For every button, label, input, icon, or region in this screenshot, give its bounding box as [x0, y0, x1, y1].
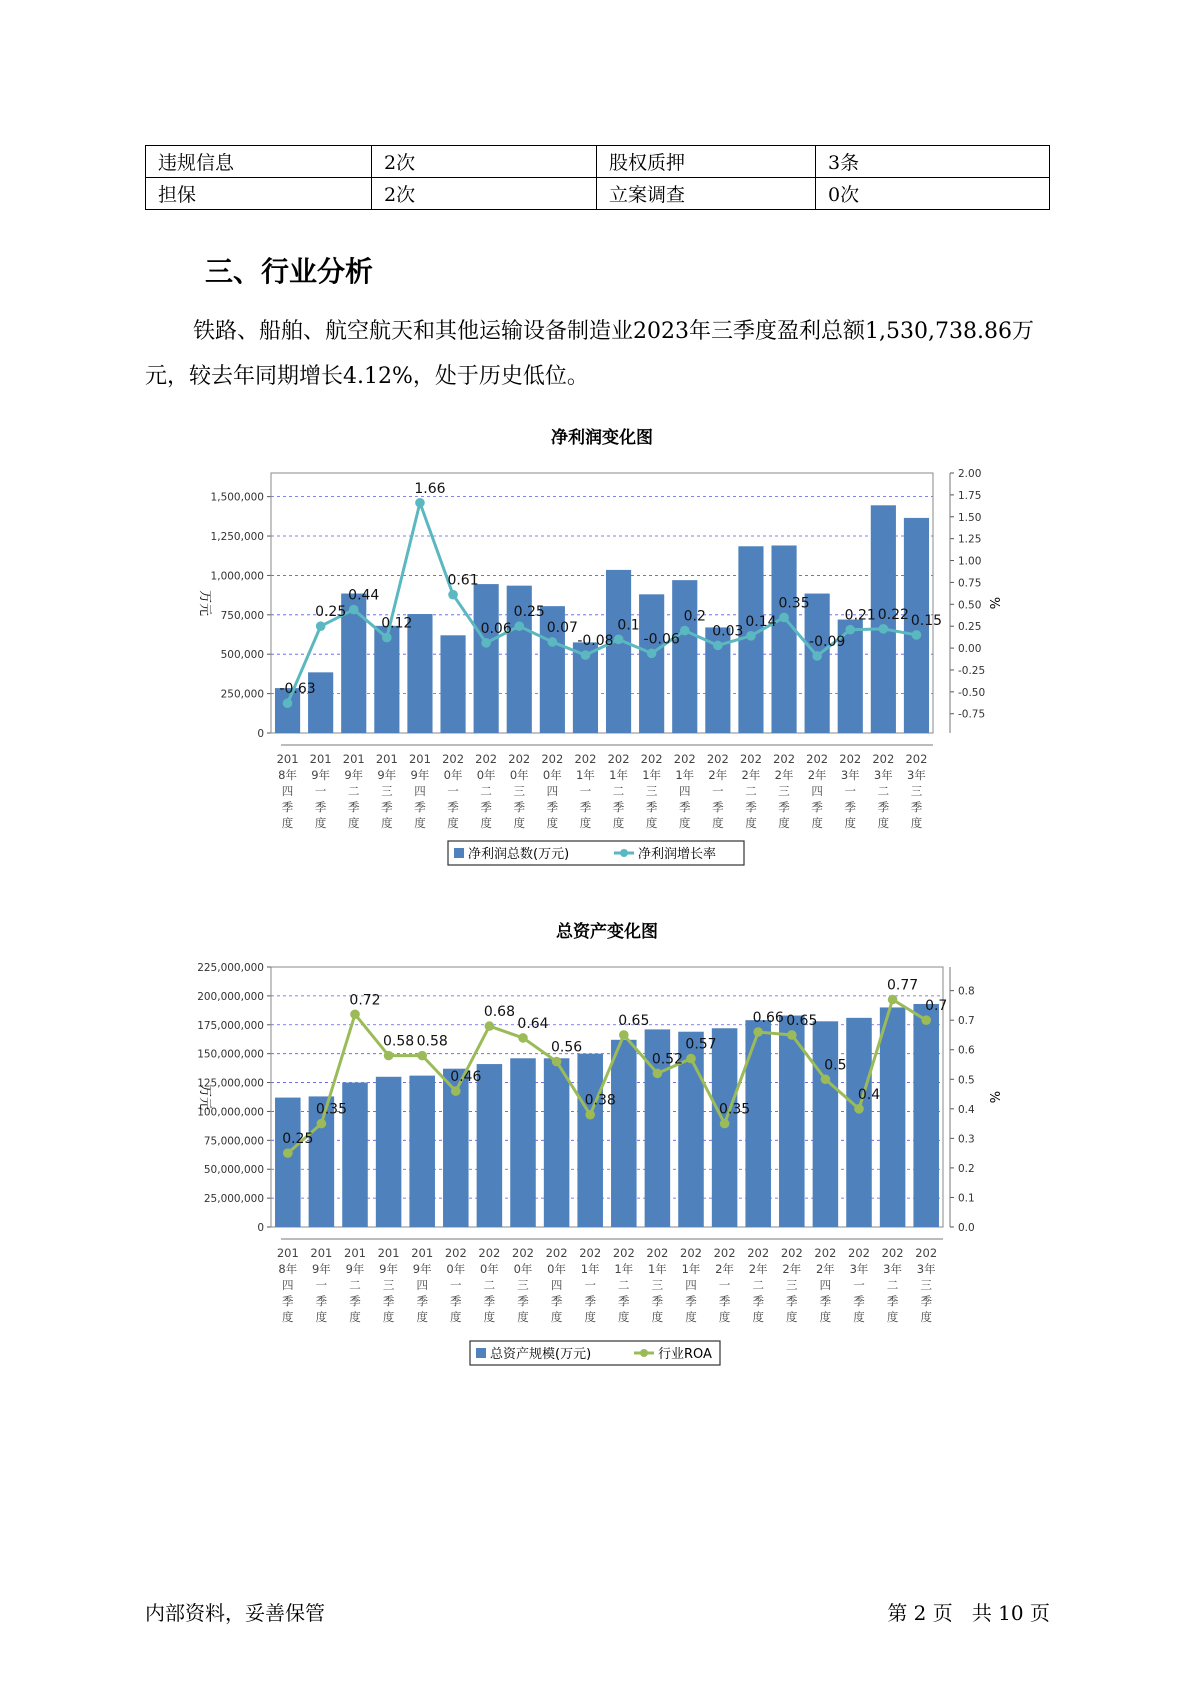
- line-point: [653, 1069, 663, 1079]
- data-label: -0.08: [577, 633, 614, 650]
- x-tick-label: 202 2年一季度: [713, 1246, 736, 1324]
- chart-bar: [672, 580, 697, 733]
- industry-paragraph: 铁路、船舶、航空航天和其他运输设备制造业2023年三季度盈利总额1,530,738.86万元，较去年同期增长4.12%，处于历史低位。: [145, 319, 1034, 389]
- x-tick-label: 202 2年三季度: [773, 752, 796, 830]
- x-tick-label: 201 9年三季度: [377, 1246, 400, 1324]
- x-tick-label: 202 1年二季度: [607, 752, 630, 830]
- x-tick-label: 202 3年二季度: [872, 752, 895, 830]
- y2-tick-label: -0.50: [958, 686, 986, 699]
- y2-tick-label: 0.4: [958, 1103, 975, 1116]
- y-tick-label: 750,000: [220, 609, 264, 622]
- data-label: 0.35: [778, 595, 810, 612]
- line-point: [384, 1051, 394, 1061]
- risk-info-table: [145, 145, 1050, 210]
- x-tick-label: 202 0年一季度: [444, 1246, 467, 1324]
- y2-tick-label: 1.75: [958, 489, 982, 502]
- y2-tick-label: 0.1: [958, 1192, 975, 1205]
- line-point: [779, 613, 789, 623]
- data-label: 0.06: [480, 620, 512, 637]
- table-row: [146, 178, 1050, 210]
- line-point: [283, 1148, 293, 1158]
- table-cell: 立案调查: [597, 178, 816, 210]
- x-tick-label: 202 2年二季度: [747, 1246, 770, 1324]
- chart-bar: [544, 1058, 570, 1227]
- x-tick-label: 202 1年四季度: [680, 1246, 702, 1324]
- y2-tick-label: 0.8: [958, 985, 975, 998]
- table-cell: 3条: [816, 146, 1050, 178]
- x-tick-label: 202 2年四季度: [814, 1246, 837, 1324]
- y2-tick-label: 0.75: [958, 577, 982, 590]
- legend-swatch-point: [640, 1349, 648, 1357]
- x-tick-label: 202 1年三季度: [640, 752, 663, 830]
- legend-swatch-bar: [476, 1348, 486, 1358]
- data-label: 0.07: [546, 619, 578, 636]
- data-label: 0.61: [447, 572, 479, 589]
- line-point: [921, 1015, 931, 1025]
- x-tick-label: 201 9年二季度: [344, 1246, 366, 1324]
- line-point: [485, 1021, 495, 1031]
- line-point: [879, 624, 889, 634]
- data-label: 0.46: [450, 1069, 482, 1086]
- line-point: [812, 651, 822, 661]
- data-label: -0.09: [809, 633, 846, 650]
- x-tick-label: 202 3年三季度: [915, 1246, 938, 1324]
- y-tick-label: 225,000,000: [197, 962, 264, 974]
- y2-tick-label: 1.00: [958, 555, 982, 568]
- data-label: 0.58: [416, 1033, 448, 1050]
- legend-swatch-bar: [454, 848, 464, 858]
- line-point: [585, 1110, 595, 1120]
- y-tick-label: 125,000,000: [197, 1077, 264, 1090]
- chart-bar: [813, 1021, 839, 1227]
- chart-bar: [639, 594, 664, 733]
- chart-bar: [913, 1004, 939, 1227]
- legend-label: 净利润总数(万元): [468, 847, 570, 862]
- chart-bar: [611, 1040, 637, 1227]
- y-tick-label: 250,000: [220, 688, 264, 701]
- legend-label: 总资产规模(万元): [490, 1347, 592, 1362]
- x-tick-label: 202 1年三季度: [646, 1246, 669, 1324]
- chart-bar: [846, 1018, 872, 1227]
- line-point: [686, 1054, 696, 1064]
- table-cell: 违规信息: [146, 146, 372, 178]
- y2-tick-label: 0.6: [958, 1044, 975, 1057]
- x-tick-label: 202 1年一季度: [579, 1246, 602, 1324]
- y-tick-label: 200,000,000: [197, 990, 264, 1003]
- line-point: [713, 641, 723, 651]
- line-point: [552, 1057, 562, 1067]
- line-point: [514, 621, 524, 631]
- y2-tick-label: 2.00: [958, 468, 982, 480]
- line-point: [481, 638, 491, 648]
- data-label: 0.4: [857, 1086, 881, 1103]
- y2-tick-label: 0.50: [958, 599, 982, 612]
- y2-tick-label: 1.25: [958, 533, 982, 546]
- line-point: [619, 1030, 629, 1040]
- x-tick-label: 202 2年四季度: [806, 752, 829, 830]
- x-tick-label: 201 9年四季度: [411, 1246, 434, 1324]
- line-point: [448, 590, 458, 600]
- line-point: [787, 1030, 797, 1040]
- x-tick-label: 202 1年一季度: [574, 752, 597, 830]
- data-label: 0.68: [483, 1004, 515, 1021]
- data-label: 0.65: [618, 1012, 650, 1029]
- data-label: -0.06: [643, 631, 680, 648]
- data-label: 0.03: [712, 623, 744, 640]
- y2-tick-label: 0.25: [958, 621, 982, 634]
- data-label: 0.58: [383, 1033, 415, 1050]
- x-tick-label: 202 2年一季度: [706, 752, 729, 830]
- line-point: [720, 1119, 730, 1129]
- y-tick-label: 500,000: [220, 649, 264, 662]
- data-label: 0.35: [719, 1101, 751, 1118]
- chart-bar: [376, 1077, 402, 1227]
- data-label: 0.12: [381, 615, 413, 632]
- data-label: 0.66: [752, 1010, 784, 1026]
- line-point: [382, 633, 392, 643]
- line-point: [417, 1051, 427, 1061]
- data-label: -0.63: [279, 681, 316, 698]
- chart-bar: [606, 570, 631, 733]
- data-label: 0.15: [910, 612, 943, 629]
- line-point: [349, 605, 359, 615]
- y2-axis-title: %: [989, 1090, 1004, 1104]
- x-tick-label: 202 2年三季度: [780, 1246, 803, 1324]
- data-label: 0.1: [617, 617, 640, 634]
- chart-bar: [407, 614, 432, 733]
- data-label: 0.22: [877, 606, 909, 623]
- chart-bar: [510, 1058, 536, 1227]
- y2-tick-label: 0.0: [958, 1222, 975, 1234]
- y-tick-label: 25,000,000: [203, 1193, 264, 1206]
- line-point: [316, 621, 326, 631]
- y2-tick-label: 0.3: [958, 1133, 975, 1146]
- data-label: 0.5: [824, 1057, 847, 1074]
- line-point: [680, 626, 690, 636]
- chart-bar: [440, 635, 465, 733]
- y-tick-label: 1,250,000: [210, 531, 264, 544]
- x-tick-label: 202 3年三季度: [905, 752, 928, 830]
- y-tick-label: 75,000,000: [203, 1135, 264, 1148]
- section-title: 三、行业分析: [205, 255, 374, 288]
- x-tick-label: 202 3年一季度: [839, 752, 862, 830]
- data-label: 0.72: [349, 992, 381, 1009]
- table-cell: 2次: [372, 146, 597, 178]
- x-tick-label: 202 1年二季度: [612, 1246, 635, 1324]
- y2-tick-label: 1.50: [958, 511, 982, 524]
- y2-tick-label: -0.75: [958, 708, 986, 721]
- y2-tick-label: 0.7: [958, 1015, 975, 1028]
- x-tick-label: 202 3年一季度: [848, 1246, 870, 1324]
- y2-axis-title: %: [989, 596, 1004, 610]
- table-cell: 2次: [372, 178, 597, 210]
- x-tick-label: 202 2年二季度: [739, 752, 762, 830]
- table-row: [146, 146, 1050, 178]
- y2-tick-label: 0.5: [958, 1074, 975, 1087]
- line-point: [283, 698, 293, 708]
- chart-bar: [474, 584, 499, 733]
- line-point: [912, 630, 922, 640]
- x-tick-label: 202 0年四季度: [545, 1246, 568, 1324]
- y-axis-title: 万元: [197, 589, 212, 617]
- line-point: [317, 1119, 327, 1129]
- y-tick-label: 150,000,000: [197, 1048, 264, 1061]
- x-tick-label: 202 0年三季度: [512, 1246, 534, 1324]
- y-tick-label: 100,000,000: [197, 1106, 264, 1119]
- y-tick-label: 1,000,000: [210, 570, 264, 583]
- data-label: 0.38: [584, 1092, 616, 1109]
- line-point: [518, 1033, 528, 1043]
- net-profit-chart: [0, 418, 1191, 878]
- chart-title: 净利润变化图: [551, 428, 653, 448]
- line-point: [845, 625, 855, 635]
- x-tick-label: 202 1年四季度: [673, 752, 696, 830]
- x-tick-label: 201 9年二季度: [342, 752, 365, 830]
- chart-title: 总资产变化图: [556, 922, 658, 942]
- legend-label: 行业ROA: [658, 1347, 712, 1362]
- chart-bar: [880, 1007, 906, 1227]
- data-label: 0.52: [651, 1051, 683, 1068]
- x-tick-label: 202 0年四季度: [541, 752, 564, 830]
- data-label: 0.25: [282, 1131, 314, 1148]
- y-axis-title: 万元: [197, 1083, 212, 1111]
- line-point: [614, 635, 624, 645]
- x-tick-label: 201 8年四季度: [276, 1246, 299, 1324]
- x-tick-label: 202 0年二季度: [478, 1246, 501, 1324]
- chart-bar: [409, 1076, 435, 1227]
- chart-bar: [805, 594, 830, 733]
- data-label: 0.64: [517, 1015, 549, 1032]
- table-cell: 担保: [146, 178, 372, 210]
- x-tick-label: 202 0年二季度: [475, 752, 498, 830]
- x-tick-label: 201 9年一季度: [310, 1246, 333, 1324]
- chart-bar: [275, 1098, 301, 1227]
- data-label: 0.14: [745, 613, 777, 630]
- data-label: 0.57: [685, 1036, 717, 1053]
- y-tick-label: 1,500,000: [210, 491, 264, 504]
- y-tick-label: 175,000,000: [197, 1019, 264, 1032]
- x-tick-label: 202 3年二季度: [881, 1246, 904, 1324]
- total-assets-chart: [0, 918, 1191, 1378]
- chart-bar: [577, 1054, 603, 1227]
- y2-tick-label: -0.25: [958, 664, 986, 677]
- chart-bar: [745, 1020, 771, 1227]
- y-tick-label: 0: [257, 1222, 264, 1234]
- x-tick-label: 201 9年四季度: [408, 752, 431, 830]
- data-label: 0.65: [786, 1012, 818, 1029]
- data-label: 0.77: [887, 977, 919, 994]
- data-label: 0.35: [315, 1101, 347, 1118]
- x-tick-label: 201 9年三季度: [375, 752, 398, 830]
- data-label: 0.7: [925, 998, 948, 1015]
- x-tick-label: 202 0年三季度: [508, 752, 531, 830]
- y-tick-label: 0: [257, 728, 264, 740]
- table-cell: 0次: [816, 178, 1050, 210]
- data-label: 0.25: [315, 604, 347, 621]
- chart-bar: [771, 545, 796, 733]
- legend-label: 净利润增长率: [638, 847, 717, 862]
- data-label: 0.44: [348, 587, 380, 604]
- data-label: 0.25: [513, 604, 545, 621]
- data-label: 0.21: [844, 607, 876, 624]
- x-tick-label: 201 9年一季度: [309, 752, 332, 830]
- data-label: 0.2: [683, 608, 706, 625]
- line-point: [581, 650, 591, 660]
- line-point: [854, 1104, 864, 1114]
- line-point: [753, 1027, 763, 1037]
- line-point: [451, 1086, 461, 1096]
- y2-tick-label: 0.2: [958, 1162, 975, 1175]
- data-label: 0.56: [551, 1039, 583, 1056]
- x-tick-label: 201 8年四季度: [276, 752, 299, 830]
- line-point: [350, 1009, 360, 1019]
- y-tick-label: 50,000,000: [203, 1164, 264, 1177]
- table-cell: 股权质押: [597, 146, 816, 178]
- page-number: 第 2 页 共 10 页: [887, 1601, 1050, 1625]
- line-point: [746, 631, 756, 641]
- line-point: [888, 995, 898, 1005]
- y2-tick-label: 0.00: [958, 643, 982, 656]
- line-point: [415, 498, 425, 508]
- x-tick-label: 202 0年一季度: [442, 752, 465, 830]
- line-point: [821, 1074, 831, 1084]
- data-label: 1.66: [414, 480, 446, 497]
- line-point: [647, 649, 657, 659]
- legend-swatch-point: [620, 849, 628, 857]
- footer-note: 内部资料，妥善保管: [145, 1601, 325, 1625]
- line-point: [548, 637, 558, 647]
- chart-bar: [477, 1064, 503, 1227]
